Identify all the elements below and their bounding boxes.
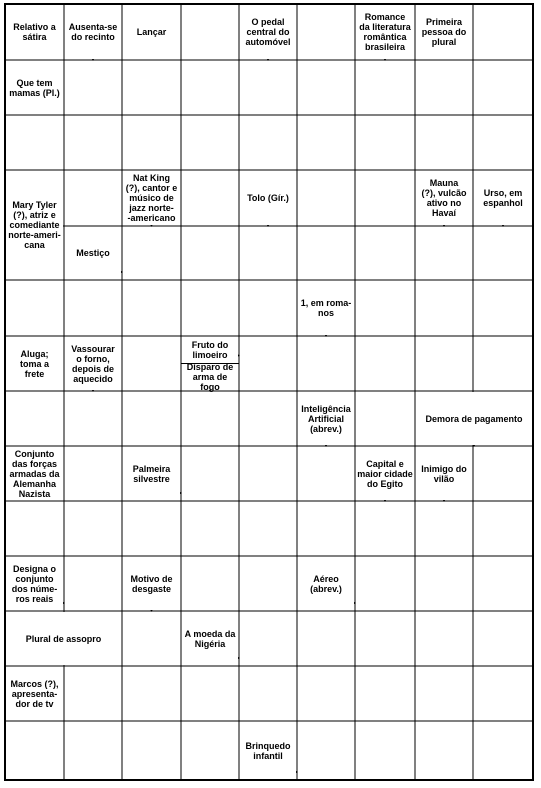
clue-numeros-reais: Designa o conjunto dos núme- ros reais bbox=[6, 557, 63, 610]
clue-demora: Demora de pagamento bbox=[416, 392, 532, 445]
clue-plural-assopro: Plural de assopro bbox=[6, 612, 121, 665]
clue-nat-king: Nat King (?), cantor e músico de jazz norte- -americano bbox=[123, 171, 180, 225]
clue-pedal: O pedal central do automóvel bbox=[240, 5, 296, 59]
clue-relativo-a-satira: Relativo a sátira bbox=[6, 5, 63, 59]
clue-motivo-desgaste: Motivo de desgaste bbox=[123, 557, 180, 610]
clue-moeda-nigeria: A moeda da Nigéria bbox=[182, 612, 238, 665]
clue-primeira-pessoa: Primeira pessoa do plural bbox=[416, 5, 472, 59]
clue-inimigo: Inimigo do vilão bbox=[416, 447, 472, 500]
clue-mauna: Mauna (?), vulcão ativo no Havaí bbox=[416, 171, 472, 225]
clue-fruto-limoeiro: Fruto do limoeiro bbox=[182, 337, 238, 363]
clue-disparo: Disparo de arma de fogo bbox=[182, 365, 238, 391]
clue-capital-egito: Capital e maior cidade do Egito bbox=[356, 447, 414, 500]
clue-mary-tyler: Mary Tyler (?), atriz e comediante norte-ameri- cana bbox=[6, 171, 63, 279]
clue-marcos: Marcos (?), apresenta- dor de tv bbox=[6, 667, 63, 720]
clue-aluga: Aluga; toma a frete bbox=[6, 337, 63, 390]
clue-lancar: Lançar bbox=[123, 5, 180, 59]
clue-que-tem-mamas: Que tem mamas (Pl.) bbox=[6, 61, 63, 114]
clue-ausenta-se: Ausenta-se do recinto bbox=[65, 5, 121, 59]
clue-um-em-romanos: 1, em roma- nos bbox=[298, 281, 354, 335]
clue-palmeira: Palmeira silvestre bbox=[123, 447, 180, 500]
clue-romance: Romance da literatura romântica brasileira bbox=[356, 5, 414, 59]
clue-forcas-armadas: Conjunto das forças armadas da Alemanha Nazista bbox=[6, 447, 63, 500]
clue-aereo: Aéreo (abrev.) bbox=[298, 557, 354, 610]
clue-brinquedo: Brinquedo infantil bbox=[240, 722, 296, 779]
clue-tolo: Tolo (Gír.) bbox=[240, 171, 296, 225]
clue-inteligencia: Inteligência Artificial (abrev.) bbox=[298, 392, 354, 445]
clue-vassourar: Vassourar o forno, depois de aquecido bbox=[65, 337, 121, 390]
clue-urso: Urso, em espanhol bbox=[474, 171, 532, 225]
clue-mestico: Mestiço bbox=[65, 227, 121, 279]
